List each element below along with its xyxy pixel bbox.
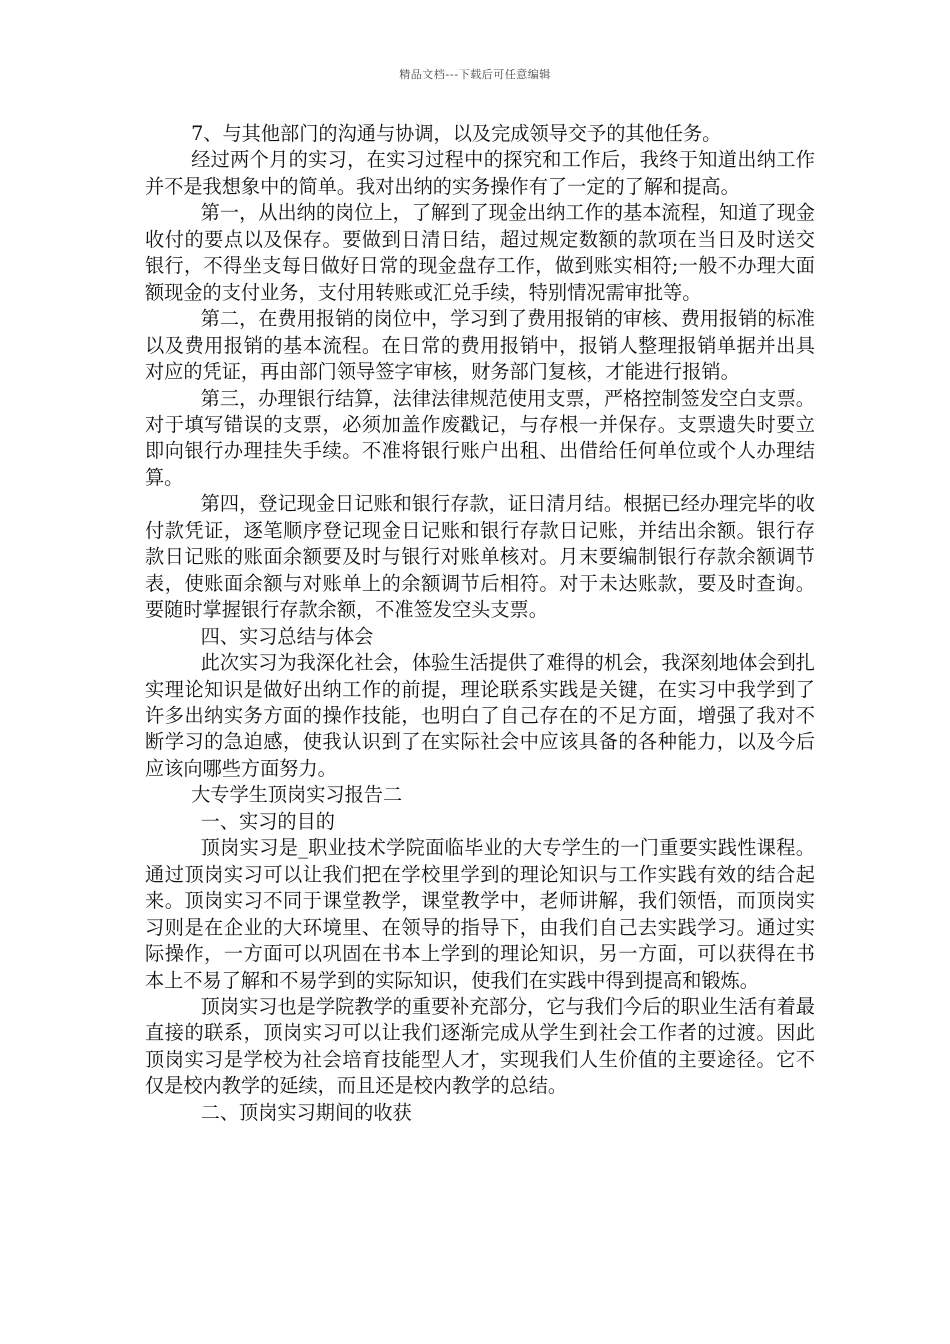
paragraph-third: 第三，办理银行结算，法律法律规范使用支票，严格控制签发空白支票。对于填写错误的支票，必须加盖作废戳记，与存根一并保存。支票遗失时要立即向银行办理挂失手续。不准将银行账户出租、出借给任何单位或个人办理结算。: [145, 386, 815, 489]
paragraph-fourth: 第四，登记现金日记账和银行存款，证日清月结。根据已经办理完毕的收付款凭证，逐笔顺序登记现金日记账和银行存款日记账，并结出余额。银行存款日记账的账面余额要及时与银行对账单核对。月末要编制银行存款余额调节表，使账面余额与对账单上的余额调节后相符。对于未达账款，要及时查询。要随时掌握银行存款余额，不准签发空头支票。: [145, 492, 815, 622]
paragraph-intro: 经过两个月的实习，在实习过程中的探究和工作后，我终于知道出纳工作并不是我想象中的简单。我对出纳的实务操作有了一定的了解和提高。: [145, 148, 815, 198]
paragraph-item-7: 7、与其他部门的沟通与协调，以及完成领导交予的其他任务。: [191, 122, 722, 145]
paragraph-summary: 此次实习为我深化社会，体验生活提供了难得的机会，我深刻地体会到扎实理论知识是做好出纳工作的前提，理论联系实践是关键，在实习中我学到了许多出纳实务方面的操作技能，也明白了自己存在的不足方面，增强了我对不断学习的急迫感，使我认识到了在实际社会中应该具备的各种能力，以及今后应该向哪些方面努力。: [145, 651, 815, 780]
section-heading-gains: 二、顶岗实习期间的收获: [200, 1100, 412, 1124]
section-heading-purpose: 一、实习的目的: [200, 809, 335, 833]
section-heading-summary: 四、实习总结与体会: [200, 624, 374, 648]
paragraph-second: 第二，在费用报销的岗位中，学习到了费用报销的审核、费用报销的标准以及费用报销的基本流程。在日常的费用报销中，报销人整理报销单据并出具对应的凭证，再由部门领导签字审核，财务部门复核，才能进行报销。: [145, 307, 815, 384]
document-body: [145, 121, 815, 1126]
paragraph-importance: 顶岗实习也是学院教学的重要补充部分，它与我们今后的职业生活有着最直接的联系，顶岗实习可以让我们逐渐完成从学生到社会工作者的过渡。因此顶岗实习是学校为社会培育技能型人才，实现我们人生价值的主要途径。它不仅是校内教学的延续，而且还是校内教学的总结。: [145, 994, 815, 1098]
report-title: 大专学生顶岗实习报告二: [191, 783, 403, 807]
paragraph-purpose: 顶岗实习是_职业技术学院面临毕业的大专学生的一门重要实践性课程。通过顶岗实习可以让我们把在学校里学到的理论知识与工作实践有效的结合起来。顶岗实习不同于课堂教学，课堂教学中，老师讲解，我们领悟，而顶岗实习则是在企业的大环境里、在领导的指导下，由我们自己去实践学习。通过实际操作，一方面可以巩固在书本上学到的理论知识，另一方面，可以获得在书本上不易了解和不易学到的实际知识，使我们在实践中得到提高和锻炼。: [145, 836, 815, 992]
page-header: 精品文档---下载后可任意编辑: [399, 68, 551, 81]
paragraph-first: 第一，从出纳的岗位上，了解到了现金出纳工作的基本流程，知道了现金收付的要点以及保存。要做到日清日结，超过规定数额的款项在当日及时送交银行，不得坐支每日做好日常的现金盘存工作，做到账实相符;一般不办理大面额现金的支付业务，支付用转账或汇兑手续，特别情况需审批等。: [145, 201, 815, 304]
